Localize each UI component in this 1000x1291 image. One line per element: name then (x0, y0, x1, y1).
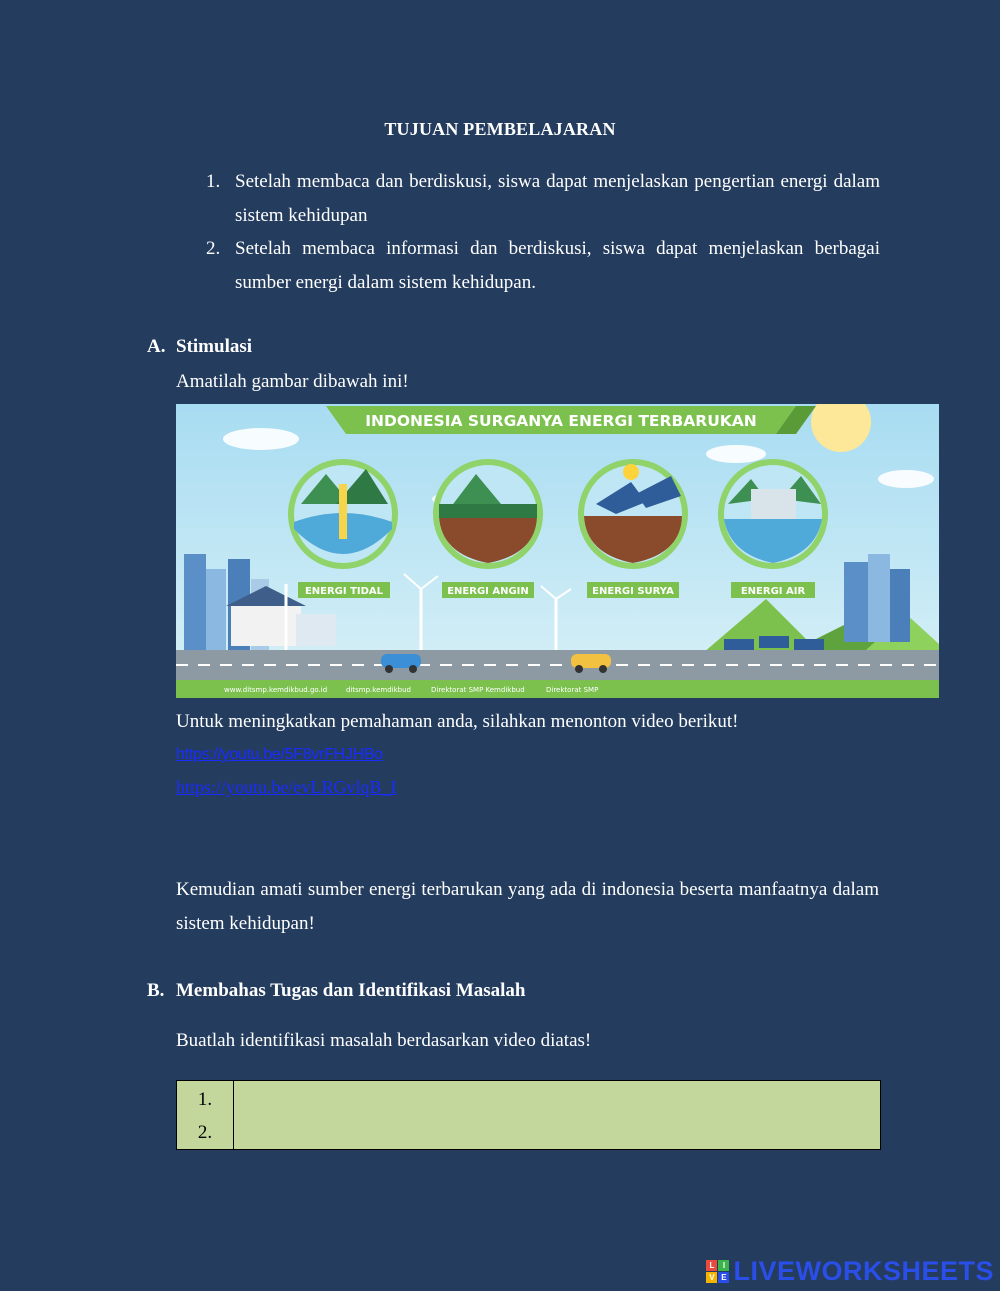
footer-youtube: Direktorat SMP (546, 686, 599, 694)
answer-row-number: 1. (197, 1089, 213, 1110)
section-title: Membahas Tugas dan Identifikasi Masalah (176, 980, 526, 1001)
section-letter: B. (147, 980, 165, 1001)
follow-up-instruction: Kemudian amati sumber energi terbarukan yang ada di indonesia beserta manfaatnya dalam sistem kehidupan! (176, 879, 879, 934)
section-b-heading (147, 980, 526, 1002)
page-title: TUJUAN PEMBELAJARAN (384, 119, 616, 139)
objective-item (200, 165, 880, 232)
section-a-instruction: Amatilah gambar dibawah ini! (176, 371, 409, 392)
logo-letter: I (718, 1260, 729, 1271)
answer-table (176, 1080, 881, 1150)
answer-row-number: 2. (197, 1122, 213, 1143)
banner-illustration (176, 404, 939, 698)
objectives-list (200, 165, 880, 299)
objective-text: Setelah membaca dan berdiskusi, siswa dapat menjelaskan pengertian energi dalam sistem kehidupan (235, 171, 880, 226)
label-energi-surya: ENERGI SURYA (592, 586, 674, 597)
footer-facebook: Direktorat SMP Kemdikbud (431, 686, 525, 694)
label-energi-angin: ENERGI ANGIN (447, 586, 529, 597)
liveworksheets-logo (706, 1256, 994, 1287)
objective-number: 1. (206, 171, 221, 192)
objective-text: Setelah membaca informasi dan berdiskusi, siswa dapat menjelaskan berbagai sumber energi dalam sistem kehidupan. (235, 238, 880, 293)
section-title: Stimulasi (176, 336, 253, 357)
logo-letter: V (706, 1272, 717, 1283)
logo-letter: L (706, 1260, 717, 1271)
section-a-heading (147, 336, 252, 358)
renewable-energy-banner (176, 404, 939, 698)
video-prompt: Untuk meningkatkan pemahaman anda, silahkan menonton video berikut! (176, 711, 739, 732)
video-link-1[interactable]: https://youtu.be/5F8vrFHJHBo (176, 746, 383, 763)
video-link-2[interactable]: https://youtu.be/evLRGvlqB_I (176, 777, 397, 797)
section-b-instruction: Buatlah identifikasi masalah berdasarkan video diatas! (176, 1030, 592, 1051)
footer-website: www.ditsmp.kemdikbud.go.id (224, 686, 328, 694)
logo-mark (706, 1260, 729, 1283)
footer-instagram: ditsmp.kemdikbud (346, 686, 411, 694)
objective-number: 2. (206, 238, 221, 259)
section-letter: A. (147, 336, 166, 357)
objective-item (200, 232, 880, 299)
answer-number-column (177, 1081, 234, 1149)
label-energi-air: ENERGI AIR (740, 586, 806, 597)
banner-title: INDONESIA SURGANYA ENERGI TERBARUKAN (365, 412, 757, 430)
logo-text: LIVEWORKSHEETS (733, 1256, 994, 1286)
answer-input-area[interactable] (234, 1081, 880, 1149)
logo-letter: E (718, 1272, 729, 1283)
label-energi-tidal: ENERGI TIDAL (304, 586, 384, 597)
